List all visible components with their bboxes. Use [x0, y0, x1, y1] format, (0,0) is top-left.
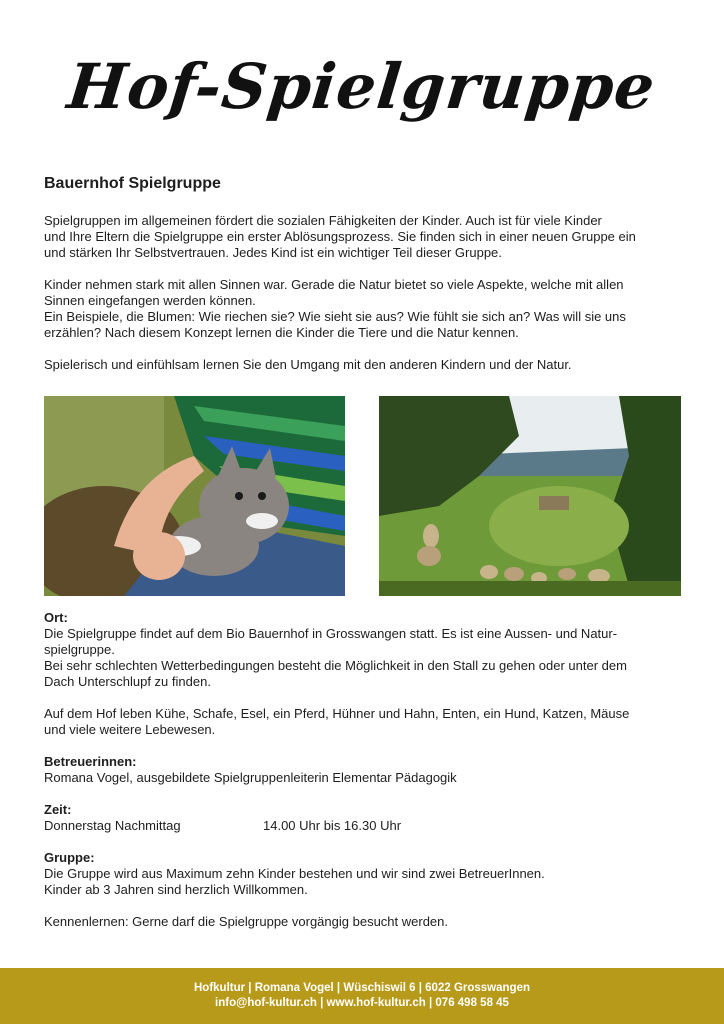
- zeit-row: [44, 818, 690, 834]
- intro-line: Spielgruppen im allgemeinen fördert die sozialen Fähigkeiten der Kinder. Auch ist für viele Kinder: [44, 213, 602, 228]
- ort-line: Dach Unterschlupf zu finden.: [44, 674, 211, 689]
- ort-line: spielgruppe.: [44, 642, 115, 657]
- logo-text: Hof-Spielgruppe: [64, 49, 660, 123]
- footer-address: Hofkultur | Romana Vogel | Wüschiswil 6 | 6022 Grosswangen: [194, 982, 530, 994]
- garden-photo: [379, 396, 681, 596]
- zeit-label: Zeit:: [44, 802, 72, 817]
- footer: [0, 968, 724, 1024]
- betreuerinnen-text: Romana Vogel, ausgebildete Spielgruppenleiterin Elementar Pädagogik: [44, 770, 457, 785]
- gruppe-label: Gruppe:: [44, 850, 95, 865]
- footer-contact: info@hof-kultur.ch | www.hof-kultur.ch | 076 498 58 45: [215, 997, 509, 1009]
- logo: [0, 36, 724, 136]
- zeit-day: Donnerstag Nachmittag: [44, 818, 181, 833]
- senses-line: Sinnen eingefangen werden können.: [44, 293, 256, 308]
- kennenlernen-text: Kennenlernen: Gerne darf die Spielgruppe vorgängig besucht werden.: [44, 914, 448, 929]
- ort-label: Ort:: [44, 610, 68, 625]
- intro-line: und stärken Ihr Selbstvertrauen. Jedes Kind ist ein wichtiger Teil dieser Gruppe.: [44, 245, 502, 260]
- ort-line: Die Spielgruppe findet auf dem Bio Bauernhof in Grosswangen statt. Es ist eine Aussen- und Natur-: [44, 626, 618, 641]
- intro-section: [44, 175, 684, 373]
- animals-line: Auf dem Hof leben Kühe, Schafe, Esel, ein Pferd, Hühner und Hahn, Enten, ein Hund, Katzen, Mäuse: [44, 706, 630, 721]
- betreuerinnen-label: Betreuerinnen:: [44, 754, 137, 769]
- senses-line: Ein Beispiele, die Blumen: Wie riechen sie? Wie sieht sie aus? Wie fühlt sie sich an? Was will sie uns: [44, 309, 626, 324]
- animals-line: und viele weitere Lebewesen.: [44, 722, 216, 737]
- photo-row: [44, 396, 681, 596]
- senses-line: erzählen? Nach diesem Konzept lernen die Kinder die Tiere und die Natur kennen.: [44, 325, 519, 340]
- gruppe-line: Die Gruppe wird aus Maximum zehn Kinder bestehen und wir sind zwei BetreuerInnen.: [44, 866, 545, 881]
- playful-line: Spielerisch und einfühlsam lernen Sie den Umgang mit den anderen Kindern und der Natur.: [44, 357, 572, 372]
- ort-line: Bei sehr schlechten Wetterbedingungen besteht die Möglichkeit in den Stall zu gehen oder unter dem: [44, 658, 627, 673]
- gruppe-line: Kinder ab 3 Jahren sind herzlich Willkommen.: [44, 882, 308, 897]
- kitten-photo: [44, 396, 345, 596]
- section-title: Bauernhof Spielgruppe: [44, 175, 221, 192]
- senses-line: Kinder nehmen stark mit allen Sinnen war. Gerade die Natur bietet so viele Aspekte, welche mit allen: [44, 277, 624, 292]
- info-section: [44, 610, 690, 930]
- intro-line: und Ihre Eltern die Spielgruppe ein erster Ablösungsprozess. Sie finden sich in einer neuen Gruppe ein: [44, 229, 636, 244]
- zeit-time: 14.00 Uhr bis 16.30 Uhr: [263, 818, 402, 833]
